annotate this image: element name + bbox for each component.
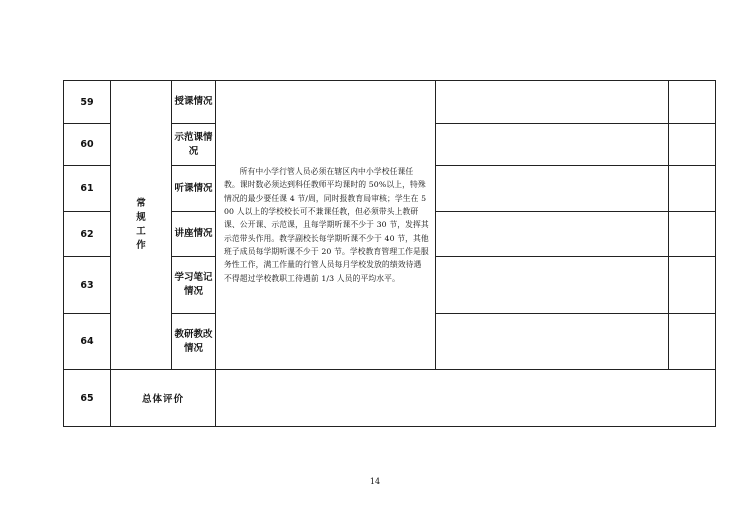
overall-evaluation-cell [216,370,716,427]
overall-label: 总体评价 [111,370,216,427]
score-cell [669,212,716,257]
row-number: 62 [64,212,111,257]
table-row-overall [64,370,716,427]
score-cell [669,166,716,212]
score-cell [669,257,716,314]
evaluation-cell [436,314,669,370]
category-label: 常规工作 [136,198,146,251]
evaluation-table [63,80,716,427]
item-cell [172,166,216,212]
row-number: 59 [64,81,111,124]
page-number: 14 [369,477,381,486]
row-number: 61 [64,166,111,212]
item-cell [172,212,216,257]
requirement-cell [216,81,436,370]
item-cell [172,124,216,166]
item-label: 讲座情况 [174,228,213,239]
evaluation-cell [436,166,669,212]
row-number: 63 [64,257,111,314]
evaluation-cell [436,212,669,257]
category-cell [111,81,172,370]
score-cell [669,124,716,166]
evaluation-cell [436,257,669,314]
row-number: 64 [64,314,111,370]
item-cell [172,81,216,124]
item-cell [172,314,216,370]
requirement-text: 所有中小学行管人员必须在辖区内中小学校任课任教。课时数必须达到科任教师平均课时的 50%以上，特殊情况的最少要任课 4 节/周，同时报教育局审核；学生在 500 人以上的学校校长可不兼课任教，但必须带头上教研课、公开课、示范课，且每学期听课不少于 30 节，发挥其示范带头作用。教学副校长每学期听课不少于 40 节，其他班子成员每学期听课不少于 20 节。学校教育管理工作是服务性工作，满工作量的行管人员每月学校发放的绩效待遇不得超过学校教职工待遇前 1/3 人员的平均水平。 [224,167,429,283]
table-row [64,81,716,124]
item-label: 授课情况 [174,96,213,107]
evaluation-cell [436,124,669,166]
score-cell [669,81,716,124]
item-cell [172,257,216,314]
score-cell [669,314,716,370]
item-label: 示范课情况 [174,131,213,157]
item-label: 教研教改情况 [174,328,213,354]
item-label: 学习笔记情况 [174,272,213,297]
row-number: 60 [64,124,111,166]
row-number: 65 [64,370,111,427]
evaluation-cell [436,81,669,124]
item-label: 听课情况 [174,182,213,194]
